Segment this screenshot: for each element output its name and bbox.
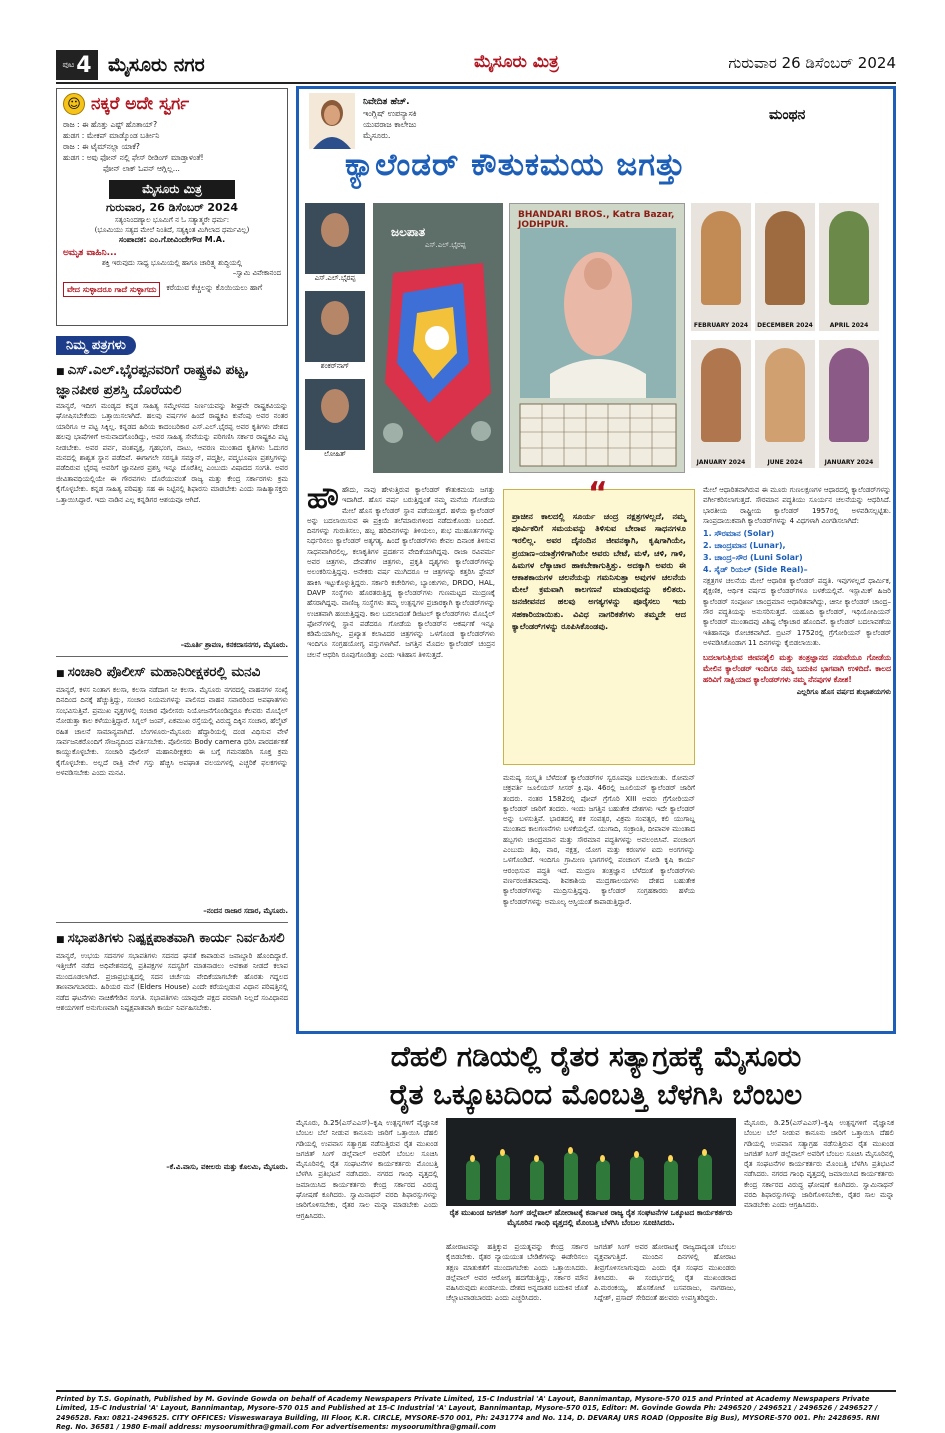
humor-box xyxy=(56,88,288,326)
headline-line-1: ದೆಹಲಿ ಗಡಿಯಲ್ಲಿ ರೈತರ ಸತ್ಯಾಗ್ರಹಕ್ಕೆ ಮೈಸೂರು xyxy=(390,1040,802,1073)
pull-quote xyxy=(503,476,695,765)
author-role: ಇಂಗ್ಲಿಷ್ ಉಪನ್ಯಾಸಕಿ xyxy=(363,109,417,118)
panchanga-translation: (ಭೂಮಿಯು ಸತ್ಯದ ಮೇಲೆ ನಿಂತಿದೆ, ಸತ್ಯಕ್ಕಿಂತ ಮಿಗಿಲಾದ ಧರ್ಮವಿಲ್ಲ) xyxy=(94,226,250,234)
portrait-caption: ಲೋಹಿತ್ xyxy=(305,450,365,459)
letter-body: ಮಾನ್ಯರೆ, ಉಭಯ ಸದನಗಳ ಸಭಾಪತಿಗಳು ಸದನದ ಘನತೆ ಕಾಪಾಡುವ ಜವಾಬ್ದಾರಿ ಹೊಂದಿದ್ದಾರೆ. ಇತ್ತೀಚೆಗೆ ನಡೆದ ಅಧಿವೇಶನದಲ್ಲಿ ಪ್ರತಿಪಕ್ಷಗಳ ಸದಸ್ಯರಿಗೆ ಮಾತನಾಡಲು ಅವಕಾಶ ನೀಡದೆ ಕಲಾಪ ಮುಂದೂಡಲಾಗಿದೆ. ಪ್ರಜಾಪ್ರಭುತ್ವದಲ್ಲಿ ಸದನ ಚರ್ಚೆಯ ವೇದಿಕೆಯಾಗಬೇಕೇ ಹೊರತು ಗದ್ದಲದ ತಾಣವಾಗಬಾರದು. ಹಿರಿಯರ ಮನೆ (Elders House) ಎಂದೇ ಕರೆಯಲ್ಪಡುವ ವಿಧಾನ ಪರಿಷತ್ತಿನಲ್ಲಿ ನಡೆದ ಘಟನೆಗಳು ನಾಚಿಕೆಗೇಡಿನ ಸಂಗತಿ. ಸಭಾಪತಿಗಳು ಯಾವುದೇ ಪಕ್ಷದ ಪರವಾಗಿ ನಿಲ್ಲದೆ ಸಂವಿಧಾನದ ಆಶಯಗಳಿಗೆ ಅನುಗುಣವಾಗಿ ನಿಷ್ಪಕ್ಷಪಾತವಾಗಿ ಕಾರ್ಯ ನಿರ್ವಹಿಸಬೇಕು. xyxy=(56,952,288,1013)
page-number-box xyxy=(56,50,98,80)
laughing-face-icon: ☺ xyxy=(63,93,85,115)
story-paragraph: ಜಗಜಿತ್ ಸಿಂಗ್ ಅವರ ಹೋರಾಟಕ್ಕೆ ರಾಜ್ಯದಾದ್ಯಂತ ಬೆಂಬಲ ವ್ಯಕ್ತವಾಗುತ್ತಿದೆ. ಮುಂದಿನ ದಿನಗಳಲ್ಲಿ ಹೋರಾಟ ತೀವ್ರಗೊಳಿಸಲಾಗುವುದು ಎಂದು ರೈತ ಸಂಘದ ಮುಖಂಡರು ತಿಳಿಸಿದರು. ಈ ಸಂದರ್ಭದಲ್ಲಿ ರೈತ ಮುಖಂಡರಾದ ಪಿ.ಮರಂಕಯ್ಯ, ಹೊಸಕೋಟೆ ಬಸವರಾಜು, ನಾಗರಾಜು, ಸಿದ್ದೇಶ್, ಪ್ರಸಾದ್ ಸೇರಿದಂತೆ ಹಲವರು ಉಪಸ್ಥಿತರಿದ್ದರು. xyxy=(594,1243,736,1303)
letter-3 xyxy=(56,929,288,1172)
humor-header xyxy=(63,93,281,115)
month-label: JANUARY 2024 xyxy=(824,459,874,466)
story-paragraph: ಮೈಸೂರು, ಡಿ.25(ಎಸ್‌ಎಎಸ್)–ಕೃಷಿ ಉತ್ಪನ್ನಗಳಿಗೆ ವೈಜ್ಞಾನಿಕ ಬೆಂಬಲ ಬೆಲೆ ನೀಡುವ ಕಾನೂನು ಜಾರಿಗೆ ಒತ್ತಾಯಿಸಿ ದೆಹಲಿ ಗಡಿಯಲ್ಲಿ ಉಪವಾಸ ಸತ್ಯಾಗ್ರಹ ನಡೆಸುತ್ತಿರುವ ರೈತ ಮುಖಂಡ ಜಗಜಿತ್ ಸಿಂಗ್ ಡಲ್ಲೆವಾಲ್ ಅವರಿಗೆ ಬೆಂಬಲ ಸೂಚಿಸಿ ಮೈಸೂರಿನಲ್ಲಿ ರೈತ ಸಂಘಟನೆಗಳ ಕಾರ್ಯಕರ್ತರು ಮೊಂಬತ್ತಿ ಬೆಳಗಿಸಿ ಪ್ರತಿಭಟನೆ ನಡೆಸಿದರು. ನಗರದ ಗಾಂಧಿ ವೃತ್ತದಲ್ಲಿ ಜಮಾಯಿಸಿದ ಕಾರ್ಯಕರ್ತರು ಕೇಂದ್ರ ಸರ್ಕಾರದ ವಿರುದ್ಧ ಘೋಷಣೆ ಕೂಗಿದರು. ಸ್ವಾಮಿನಾಥನ್ ವರದಿ ಶಿಫಾರಸ್ಸುಗಳನ್ನು ಜಾರಿಗೊಳಿಸಬೇಕು, ರೈತರ ಸಾಲ ಮನ್ನಾ ಮಾಡಬೇಕು ಎಂದು ಆಗ್ರಹಿಸಿದರು. xyxy=(296,1119,438,1220)
story-column-4 xyxy=(744,1118,894,1390)
author-info xyxy=(363,97,417,141)
letter-title: ■ ಸಭಾಪತಿಗಳು ನಿಷ್ಪಕ್ಷಪಾತವಾಗಿ ಕಾರ್ಯ ನಿರ್ವಹಿಸಲಿ xyxy=(56,929,288,949)
newspaper-logo: ಮೈಸೂರು ಮಿತ್ರ xyxy=(474,52,559,72)
drop-cap: ಹೌ xyxy=(307,481,339,516)
left-column xyxy=(56,88,288,1172)
month-page xyxy=(755,340,815,468)
divider xyxy=(56,656,288,657)
highlight-note: ಬದಲಾಗುತ್ತಿರುವ ಜೀವನಶೈಲಿ ಮತ್ತು ತಂತ್ರಜ್ಞಾನದ ನಡುವೆಯೂ ಗೋಡೆಯ ಮೇಲಿನ ಕ್ಯಾಲೆಂಡರ್ ಇಂದಿಗೂ ನಮ್ಮ ಬದುಕಿನ ಭಾಗವಾಗಿ ಉಳಿದಿದೆ. ಕಾಲದ ಹರಿವಿಗೆ ಸಾಕ್ಷಿಯಾದ ಕ್ಯಾಲೆಂಡರ್‌ಗಳು ನಮ್ಮ ನೆನಪುಗಳ ಕೋಶ! xyxy=(703,653,891,685)
calendar-type: 1. ಸೌರಮಾನ (Solar) xyxy=(703,529,775,539)
author-photo xyxy=(309,93,355,149)
imprint-footer: Printed by T.S. Gopinath, Published by M. Govinde Gowda on behalf of Academy Newspapers Private Limited, 15-C Industrial 'A' Layout, Bannimantap, Mysore-570 015 and Printed at Academy Newspapers Private Limited, 15-C Industrial 'A' Layout, Bannimantap, Mysore-570 015 and Published at 15-C Industrial 'A' Layout, Bannimantap, Mysore-570 015, Editor: M. Govinde Gowda Ph: 2496520 / 2496521 / 2496526 / 2496527 / 2496528. Fax: 0821-2496525. CITY OFFICES: Visweswaraya Building, III Floor, K.R. CIRCLE, MYSORE-570 001, Ph: 2431774 and No. 114, D. DEVARAJ URS ROAD (Opposite Big Bus), MYSORE-570 001. Ph: 2428695. RNI Reg. No. 36581 / 1980 E-mail address: mysoorumithra@gmail.com For advertisements: mysoorumithra@gmail.com xyxy=(56,1390,896,1433)
story-column-3 xyxy=(594,1242,736,1390)
letters-tag: ನಿಮ್ಮ ಪತ್ರಗಳು xyxy=(56,336,136,355)
author-college: ಯುವರಾಜ ಕಾಲೇಜು xyxy=(363,120,417,129)
feature-body xyxy=(307,476,892,1033)
month-page xyxy=(819,203,879,331)
news-story xyxy=(296,1118,896,1390)
month-label: DECEMBER 2024 xyxy=(757,322,813,329)
letter-signature: –ಮೂರ್ತಿ ಶ್ರಾವಣ, ಕನಕದಾಸನಗರ, ಮೈಸೂರು. xyxy=(180,641,288,649)
month-pages xyxy=(691,203,887,473)
letter-signature: –ಕೆ.ವಿ.ವಾಸು, ವಕೀಲರು ಮತ್ತು ಕೊಲಮಿ, ಮೈಸೂರು. xyxy=(166,1163,288,1171)
humor-line: ರಾಜ : ಈ ಹೊತ್ತು ಎಷ್ಟ್ ಹೊತಾಯ್? xyxy=(63,120,158,129)
month-label: APRIL 2024 xyxy=(829,322,869,329)
humor-title: ನಕ್ಕರೆ ಅದೇ ಸ್ವರ್ಗ xyxy=(91,94,190,114)
portrait xyxy=(305,379,365,459)
letter-body: ಮಾನ್ಯರೆ, ಕಳಸ ನಿಂತಾಗ ಕಲಸಾ, ಕಲಸಾ ನಡೆದಾಗ ನೀ ಕಲಸಾ. ಮೈಸೂರು ನಗರದಲ್ಲಿ ವಾಹನಗಳ ಸಂಖ್ಯೆ ದಿನದಿಂದ ದಿನಕ್ಕೆ ಹೆಚ್ಚುತ್ತಿದ್ದು, ಸಂಚಾರ ನಿಯಮಗಳನ್ನು ಪಾಲಿಸದ ವಾಹನ ಸವಾರರಿಂದ ಅಪಘಾತಗಳು ಸಂಭವಿಸುತ್ತಿವೆ. ಪ್ರಮುಖ ವೃತ್ತಗಳಲ್ಲಿ ಸಂಚಾರ ಪೊಲೀಸರು ನಿಯೋಜನೆಗೊಂಡಿದ್ದರೂ ಕೆಲವರು ಮೊಬೈಲ್ ನೋಡುತ್ತಾ ಕಾಲ ಕಳೆಯುತ್ತಿದ್ದಾರೆ. ಸಿಗ್ನಲ್ ಜಂಪ್, ಏಕಮುಖ ರಸ್ತೆಯಲ್ಲಿ ವಿರುದ್ಧ ದಿಕ್ಕಿನ ಸಂಚಾರ, ಹೆಲ್ಮೆಟ್ ರಹಿತ ಚಾಲನೆ ಸಾಮಾನ್ಯವಾಗಿದೆ. ಬೆಂಗಳೂರು-ಮೈಸೂರು ಹೆದ್ದಾರಿಯಲ್ಲಿ ದಂಡ ವಿಧಿಸುವ ವೇಳೆ ಸಾರ್ವಜನಿಕರೊಂದಿಗೆ ಸೌಜನ್ಯದಿಂದ ವರ್ತಿಸಬೇಕು. ಪೊಲೀಸರು Body camera ಧರಿಸಿ ಪಾರದರ್ಶಕತೆ ಕಾಯ್ದುಕೊಳ್ಳಬೇಕು. ಸಂಚಾರಿ ಪೊಲೀಸ್ ಮಹಾನಿರೀಕ್ಷಕರು ಈ ಬಗ್ಗೆ ಗಮನಹರಿಸಿ ಸೂಕ್ತ ಕ್ರಮ ಕೈಗೊಳ್ಳಬೇಕು. ಅಲ್ಲದೆ ರಾತ್ರಿ ವೇಳೆ ಗಸ್ತು ಹೆಚ್ಚಿಸಿ ಅಪಘಾತ ವಲಯಗಳಲ್ಲಿ ಎಚ್ಚರಿಕೆ ಫಲಕಗಳನ್ನು ಅಳವಡಿಸಬೇಕು ಎಂದು ಮನವಿ. xyxy=(56,686,288,778)
author-city: ಮೈಸೂರು. xyxy=(363,131,391,140)
calendar-type: 2. ಚಾಂದ್ರಮಾನ (Lunar), xyxy=(703,541,786,551)
feature-column-4 xyxy=(703,485,891,1033)
letter-title: ■ ಎಸ್.ಎಲ್.ಭೈರಪ್ಪನವರಿಗೆ ರಾಷ್ಟ್ರಕವಿ ಪಟ್ಟ, ಜ್ಞಾನಪೀಠ ಪ್ರಶಸ್ತಿ ದೊರೆಯಲಿ xyxy=(56,361,288,399)
story-column-1 xyxy=(296,1118,438,1390)
masthead-date: ಗುರುವಾರ 26 ಡಿಸೆಂಬರ್ 2024 xyxy=(728,54,896,72)
divider xyxy=(56,922,288,923)
feature-column-3 xyxy=(503,773,695,1033)
story-paragraph: ಹೋರಾಟವನ್ನು ಹತ್ತಿಕ್ಕುವ ಪ್ರಯತ್ನವನ್ನು ಕೇಂದ್ರ ಸರ್ಕಾರ ಕೈಬಿಡಬೇಕು. ರೈತರ ನ್ಯಾಯಯುತ ಬೇಡಿಕೆಗಳನ್ನು ಈಡೇರಿಸಲು ತಕ್ಷಣ ಮಾತುಕತೆಗೆ ಮುಂದಾಗಬೇಕು ಎಂದು ಒತ್ತಾಯಿಸಿದರು. ಡಲ್ಲೆವಾಲ್ ಅವರ ಆರೋಗ್ಯ ಹದಗೆಡುತ್ತಿದ್ದು, ಸರ್ಕಾರ ಮೌನ ವಹಿಸಿರುವುದು ಖಂಡನೀಯ. ದೇಶದ ಅನ್ನದಾತರ ಬದುಕಿನ ಜೊತೆ ಚೆಲ್ಲಾಟವಾಡಬಾರದು ಎಂದು ಎಚ್ಚರಿಸಿದರು. xyxy=(446,1243,588,1303)
mini-logo: ಮೈಸೂರು ಮಿತ್ರ xyxy=(109,180,235,199)
feature-title: ಕ್ಯಾಲೆಂಡರ್ ಕೌತುಕಮಯ ಜಗತ್ತು xyxy=(345,147,686,183)
proverb-box xyxy=(63,282,281,297)
letters-header xyxy=(56,336,288,355)
feature-article xyxy=(296,86,896,1034)
feature-paragraph: ಮೇಲೆ ಆಧಾರಿತವಾಗಿರುವ ಈ ಮೂರು ಗುಣಲಕ್ಷಣಗಳ ಆಧಾರದಲ್ಲಿ ಕ್ಯಾಲೆಂಡರ್‌ಗಳನ್ನು ವರ್ಗೀಕರಿಸಲಾಗುತ್ತದೆ. ಸೌರಮಾನ ಪದ್ಧತಿಯು ಸೂರ್ಯನ ಚಲನೆಯನ್ನು ಆಧರಿಸಿದೆ. ಭಾರತೀಯ ರಾಷ್ಟ್ರೀಯ ಕ್ಯಾಲೆಂಡರ್ 1957ರಲ್ಲಿ ಅಳವಡಿಸಲ್ಪಟ್ಟಿತು. ಸಾಂಪ್ರದಾಯಿಕವಾಗಿ ಕ್ಯಾಲೆಂಡರ್‌ಗಳನ್ನು 4 ವಿಧಗಳಾಗಿ ವಿಂಗಡಿಸಲಾಗಿದೆ: xyxy=(703,486,891,525)
month-label: JUNE 2024 xyxy=(767,459,803,466)
portrait xyxy=(305,291,365,371)
feature-paragraph: ಮನುಷ್ಯ ಸಂಸ್ಕೃತಿ ಬೆಳೆದಂತೆ ಕ್ಯಾಲೆಂಡರ್‌ಗಳ ಸ್ವರೂಪವೂ ಬದಲಾಯಿತು. ರೋಮನ್ ಚಕ್ರವರ್ತಿ ಜೂಲಿಯಸ್ ಸೀಸರ್ ಕ್ರಿ.ಪೂ. 46ರಲ್ಲಿ ಜೂಲಿಯನ್ ಕ್ಯಾಲೆಂಡರ್ ಜಾರಿಗೆ ತಂದರು. ನಂತರ 1582ರಲ್ಲಿ ಪೋಪ್ ಗ್ರೆಗೊರಿ XIII ಅವರು ಗ್ರೆಗೋರಿಯನ್ ಕ್ಯಾಲೆಂಡರ್ ಜಾರಿಗೆ ತಂದರು. ಇಂದು ಜಗತ್ತಿನ ಬಹುತೇಕ ದೇಶಗಳು ಇದೇ ಕ್ಯಾಲೆಂಡರ್ ಅನ್ನು ಬಳಸುತ್ತಿವೆ. ಭಾರತದಲ್ಲಿ ಶಕ ಸಂವತ್ಸರ, ವಿಕ್ರಮ ಸಂವತ್ಸರ, ಕಲಿ ಯುಗಾಬ್ದ ಮುಂತಾದ ಕಾಲಗಣನೆಗಳು ಬಳಕೆಯಲ್ಲಿವೆ. ಯುಗಾದಿ, ಸಂಕ್ರಾಂತಿ, ದೀಪಾವಳಿ ಮುಂತಾದ ಹಬ್ಬಗಳು ಚಾಂದ್ರಮಾನ ಮತ್ತು ಸೌರಮಾನ ಪದ್ಧತಿಗಳನ್ನು ಅವಲಂಬಿಸಿವೆ. ಪಂಚಾಂಗ ಎಂಬುದು ತಿಥಿ, ವಾರ, ನಕ್ಷತ್ರ, ಯೋಗ ಮತ್ತು ಕರಣಗಳ ಐದು ಅಂಗಗಳನ್ನು ಒಳಗೊಂಡಿದೆ. ಇಂದಿಗೂ ಗ್ರಾಮೀಣ ಭಾಗಗಳಲ್ಲಿ ಪಂಚಾಂಗ ನೋಡಿ ಕೃಷಿ ಕಾರ್ಯ ಆರಂಭಿಸುವ ಪದ್ಧತಿ ಇದೆ. ಮುದ್ರಣ ತಂತ್ರಜ್ಞಾನ ಬೆಳೆದಂತೆ ಕ್ಯಾಲೆಂಡರ್‌ಗಳು ವರ್ಣರಂಜಿತವಾದವು. ಶಿವಕಾಶಿಯ ಮುದ್ರಣಾಲಯಗಳು ದೇಶದ ಬಹುತೇಕ ಕ್ಯಾಲೆಂಡರ್‌ಗಳನ್ನು ಮುದ್ರಿಸುತ್ತಿದ್ದವು. ಕ್ಯಾಲೆಂಡರ್ ಸಂಗ್ರಹಕಾರರು ಹಳೆಯ ಕ್ಯಾಲೆಂಡರ್‌ಗಳನ್ನು ಅಮೂಲ್ಯ ಆಸ್ತಿಯಂತೆ ಕಾಪಾಡುತ್ತಿದ್ದಾರೆ. xyxy=(503,774,695,906)
issue-date: ಗುರುವಾರ, 26 ಡಿಸೆಂಬರ್ 2024 xyxy=(105,201,239,214)
month-page xyxy=(755,203,815,331)
feature-paragraph: ಹೌದು, ನಾವು ಹೇಳುತ್ತಿರುವ ಕ್ಯಾಲೆಂಡರ್ ಕೌತುಕಮಯ ಜಗತ್ತು ಇದಾಗಿದೆ. ಹೊಸ ವರ್ಷ ಬರುತ್ತಿದ್ದಂತೆ ನಮ್ಮ ಮನೆಯ ಗೋಡೆಯ ಮೇಲೆ ಹೊಸ ಕ್ಯಾಲೆಂಡರ್ ಸ್ಥಾನ ಪಡೆಯುತ್ತದೆ. ಹಳೆಯ ಕ್ಯಾಲೆಂಡರ್ ಅನ್ನು ಬದಲಾಯಿಸುವ ಈ ಪ್ರಕ್ರಿಯೆ ತಲೆಮಾರುಗಳಿಂದ ನಡೆದುಕೊಂಡು ಬಂದಿದೆ. ದಿನಗಳನ್ನು ಗುರುತಿಸಲು, ಹಬ್ಬ ಹರಿದಿನಗಳನ್ನು ತಿಳಿಯಲು, ಶುಭ ಮುಹೂರ್ತಗಳನ್ನು ನಿರ್ಧರಿಸಲು ಕ್ಯಾಲೆಂಡರ್ ಅತ್ಯಗತ್ಯ. ಹಿಂದೆ ಕ್ಯಾಲೆಂಡರ್‌ಗಳು ಕೇವಲ ದಿನಾಂಕ ತಿಳಿಸುವ ಸಾಧನವಾಗಿರಲಿಲ್ಲ, ಕಲಾಕೃತಿಗಳ ಪ್ರದರ್ಶನ ವೇದಿಕೆಯಾಗಿದ್ದವು. ರಾಜಾ ರವಿವರ್ಮ ಅವರ ಚಿತ್ರಗಳು, ದೇವತೆಗಳ ಚಿತ್ರಗಳು, ಪ್ರಕೃತಿ ದೃಶ್ಯಗಳು ಕ್ಯಾಲೆಂಡರ್‌ಗಳನ್ನು ಅಲಂಕರಿಸುತ್ತಿದ್ದವು. ಅನೇಕರು ವರ್ಷ ಮುಗಿದರೂ ಆ ಚಿತ್ರಗಳನ್ನು ಕತ್ತರಿಸಿ ಫ್ರೇಮ್ ಹಾಕಿಸಿ ಇಟ್ಟುಕೊಳ್ಳುತ್ತಿದ್ದರು. ಸರ್ಕಾರಿ ಕಚೇರಿಗಳು, ಬ್ಯಾಂಕುಗಳು, DRDO, HAL, DAVP ಸಂಸ್ಥೆಗಳು ಹೊರತರುತ್ತಿದ್ದ ಕ್ಯಾಲೆಂಡರ್‌ಗಳು ಗುಣಮಟ್ಟದ ಮುದ್ರಣಕ್ಕೆ ಹೆಸರಾಗಿದ್ದವು. ವಾಣಿಜ್ಯ ಸಂಸ್ಥೆಗಳು ತಮ್ಮ ಉತ್ಪನ್ನಗಳ ಪ್ರಚಾರಕ್ಕಾಗಿ ಕ್ಯಾಲೆಂಡರ್‌ಗಳನ್ನು ಉಚಿತವಾಗಿ ಹಂಚುತ್ತಿದ್ದವು. ಕಾಲ ಬದಲಾದಂತೆ ಡಿಜಿಟಲ್ ಕ್ಯಾಲೆಂಡರ್‌ಗಳು ಮೊಬೈಲ್ ಫೋನ್‌ಗಳಲ್ಲಿ ಸ್ಥಾನ ಪಡೆದರೂ ಗೋಡೆಯ ಕ್ಯಾಲೆಂಡರ್‌ನ ಆಕರ್ಷಣೆ ಇನ್ನೂ ಕಡಿಮೆಯಾಗಿಲ್ಲ. ಪ್ರಖ್ಯಾತ ಕಲಾವಿದರ ಚಿತ್ರಗಳನ್ನು ಒಳಗೊಂಡ ಕ್ಯಾಲೆಂಡರ್‌ಗಳು ಇಂದಿಗೂ ಸಂಗ್ರಹಯೋಗ್ಯ ವಸ್ತುಗಳಾಗಿವೆ. ಜಗತ್ತಿನ ಮೊದಲ ಕ್ಯಾಲೆಂಡರ್ ಚಂದ್ರನ ಚಲನೆ ಆಧರಿಸಿ ರೂಪುಗೊಂಡಿತ್ತು ಎಂದು ಇತಿಹಾಸ ತಿಳಿಸುತ್ತದೆ. xyxy=(307,486,495,659)
humor-line: ಹುಡಗ : ಅವು ಫೋನ್ ನಲ್ಲಿ ಫೇಸ್ ರೀಡಿಂಗ್ ಮಾಡ್ತಾಳಂತೆ! xyxy=(63,153,204,162)
page-number: 4 xyxy=(76,52,92,78)
protest-photo xyxy=(446,1118,736,1206)
letter-body: ಮಾನ್ಯರೆ, ಇದೀಗ ಮಂಡ್ಯದ ಕನ್ನಡ ಸಾಹಿತ್ಯ ಸಮ್ಮೇಳನದ ನಿರ್ಣಯವನ್ನು ಶೀಘ್ರವೇ ರಾಷ್ಟ್ರಕವಿಯನ್ನು ಘೋಷಿಸಬೇಕೆಂದು ಒತ್ತಾಯಿಸಲಾಗಿದೆ. ಹಲವು ವರ್ಷಗಳ ಹಿಂದೆ ರಾಷ್ಟ್ರಕವಿ ಕುವೆಂಪು ಅವರ ನಂತರ ಯಾರಿಗೂ ಆ ಪಟ್ಟ ಸಿಕ್ಕಿಲ್ಲ. ಕನ್ನಡದ ಹಿರಿಯ ಕಾದಂಬರಿಕಾರ ಎಸ್.ಎಲ್.ಭೈರಪ್ಪ ಅವರ ಕೃತಿಗಳು ದೇಶದ ಹಲವು ಭಾಷೆಗಳಿಗೆ ಅನುವಾದಗೊಂಡಿದ್ದು, ಅವರ ಸಾಹಿತ್ಯ ಸೇವೆಯನ್ನು ಪರಿಗಣಿಸಿ ಸರ್ಕಾರ ರಾಷ್ಟ್ರಕವಿ ಪಟ್ಟ ನೀಡಬೇಕು. ಅವರ ಪರ್ವ, ವಂಶವೃಕ್ಷ, ಗೃಹಭಂಗ, ದಾಟು, ಆವರಣ ಮುಂತಾದ ಕೃತಿಗಳು ಓದುಗರ ಮನದಲ್ಲಿ ಶಾಶ್ವತ ಸ್ಥಾನ ಪಡೆದಿವೆ. ಈಗಾಗಲೇ ಸರಸ್ವತಿ ಸಮ್ಮಾನ್, ಪದ್ಮಶ್ರೀ, ಪದ್ಮಭೂಷಣ ಪ್ರಶಸ್ತಿಗಳನ್ನು ಪಡೆದಿರುವ ಭೈರಪ್ಪ ಅವರಿಗೆ ಜ್ಞಾನಪೀಠ ಪ್ರಶಸ್ತಿ ಇನ್ನೂ ದೊರೆತಿಲ್ಲ ಎಂಬುದು ವಿಷಾದದ ಸಂಗತಿ. ಅವರ ಜೀವಿತಾವಧಿಯಲ್ಲಿಯೇ ಈ ಗೌರವಗಳು ದೊರೆಯುವಂತೆ ರಾಜ್ಯ ಮತ್ತು ಕೇಂದ್ರ ಸರ್ಕಾರಗಳು ಕ್ರಮ ಕೈಗೊಳ್ಳಬೇಕು. ಕನ್ನಡ ಸಾಹಿತ್ಯ ಪರಿಷತ್ತು ಸಹ ಈ ನಿಟ್ಟಿನಲ್ಲಿ ಶಿಫಾರಸು ಮಾಡಬೇಕು ಎಂದು ಸಾಹಿತ್ಯಾಸಕ್ತರು ಒತ್ತಾಯಿಸಿದ್ದಾರೆ. ಇದು ನಾಡಿನ ಎಲ್ಲ ಕನ್ನಡಿಗರ ಆಶಯವೂ ಆಗಿದೆ. xyxy=(56,402,288,504)
letter-1 xyxy=(56,361,288,650)
vintage-calendar xyxy=(509,203,685,473)
amrutha-author: –ಸ್ವಾಮಿ ವಿವೇಕಾನಂದ xyxy=(232,269,281,277)
month-page xyxy=(819,340,879,468)
letter-title: ■ ಸಂಚಾರಿ ಪೊಲೀಸ್ ಮಹಾನಿರೀಕ್ಷಕರಲ್ಲಿ ಮನವಿ xyxy=(56,663,288,683)
month-page xyxy=(691,203,751,331)
calendar-brand: BHANDARI BROS., Katra Bazar, JODHPUR. xyxy=(518,210,675,230)
month-page xyxy=(691,340,751,468)
portrait-strip xyxy=(305,203,369,473)
book-title: ಜಲಪಾತ xyxy=(391,225,426,239)
headline-line-2: ರೈತ ಒಕ್ಕೂಟದಿಂದ ಮೊಂಬತ್ತಿ ಬೆಳಗಿಸಿ ಬೆಂಬಲ xyxy=(389,1078,803,1111)
feature-column-1 xyxy=(307,481,495,1033)
editor-line: ಸಂಪಾದಕ: ಎಂ.ಗೋವಿಂದೇಗೌಡ M.A. xyxy=(118,235,226,244)
letter-2 xyxy=(56,663,288,916)
calendar-type: 4. ಸೈಡ್ ರಿಯಲ್ (Side Real)– xyxy=(703,565,808,575)
amrutha-quote: ಶಕ್ತಿ ಇರುವುದು ಸಾಧ್ಯ ಭೂಮಿಯಲ್ಲಿ ಹಾಗೂ ಚಾರಿತ್ರ್ಯ ಶುದ್ಧಿಯಲ್ಲಿ xyxy=(101,259,243,267)
book-author: ಎಸ್.ಎಲ್.ಭೈರಪ್ಪ xyxy=(425,241,466,249)
author-name: ನಿವೇದಿತ ಹೆಚ್. xyxy=(363,97,410,107)
humor-line: ರಾಜ : ಈ ಟೈಮ್‍ನಲ್ಲಾ ಯಾಕೆ? xyxy=(63,142,140,151)
month-label: FEBRUARY 2024 xyxy=(693,322,749,329)
panchanga-line: ಸತ್ಯಂನಿಂದಣ್ಯಾಲ ಭೂಮಿಗೆ ನ ಓ ಸತ್ಯಾತ್ಮರೇ ಧರ್ಮ: xyxy=(114,216,230,224)
page-word: ಪುಟ xyxy=(62,60,75,69)
letter-signature: –ನಂದನ ರಾಜಾರ ಸದಾರ, ಮೈಸೂರು. xyxy=(203,907,288,915)
amrutha-title: ಅಮೃತ ವಾಹಿನಿ... xyxy=(63,248,117,258)
humor-dialogue xyxy=(63,119,281,174)
masthead xyxy=(56,48,896,84)
story-column-2 xyxy=(446,1242,588,1390)
calendar-collage xyxy=(303,199,888,479)
column-name: ಮಂಥನ xyxy=(769,107,806,123)
masthead-left xyxy=(56,50,205,80)
pull-quote-text: ಪ್ರಾಚೀನ ಕಾಲದಲ್ಲಿ ಸೂರ್ಯ ಚಂದ್ರ ನಕ್ಷತ್ರಗಳಲ್ಲದೆ, ನಮ್ಮ ಪೂರ್ವಿಕರಿಗೆ ಸಮಯವನ್ನು ತಿಳಿಸುವ ಬೇರಾವ ಸಾಧನಗಳೂ ಇರಲಿಲ್ಲ. ಅವರ ದೈನಂದಿನ ಜೀವನಕ್ಕಾಗಿ, ಕೃಷಿಗಾಗಿಯೇ, ಪ್ರಯಾಣ–ಯಾತ್ರೆಗಳಿಗಾಗಿಯೇ ಅವರು ಬೇಟೆ, ಮಳೆ, ಚಳಿ, ಗಾಳಿ, ಹಿಮಗಳ ಲೆಕ್ಕಾಚಾರ ಹಾಕಬೇಕಾಗುತ್ತಿತ್ತು. ಅದಕ್ಕಾಗಿ ಅವರು ಈ ಆಕಾಶಕಾಯಗಳ ಚಲನೆಯನ್ನು ಗಮನಿಸುತ್ತಾ ಅವುಗಳ ಚಲನೆಯ ಮೇಲೆ ಕ್ರಮವಾಗಿ ಕಾಲಗಣನೆ ಮಾಡುವುದನ್ನು ಕಲಿತರು. ಜನಜೀವನದ ಹಲವು ಅಗತ್ಯಗಳನ್ನು ಪೂರೈಸಲು ಇದು ಸಹಕಾರಿಯಾಯಿತು. ವಿವಿಧ ನಾಗರಿಕತೆಗಳು ತಮ್ಮದೇ ಆದ ಕ್ಯಾಲೆಂಡರ್‌ಗಳನ್ನು ರೂಪಿಸಿಕೊಂಡವು. xyxy=(512,511,686,631)
portrait xyxy=(305,203,365,283)
proverb-text: ಕರೆಯುವ ಕೆಚ್ಚಲನ್ನು ಕೊಯಿಯಲು ಹಾಗೆ xyxy=(166,283,263,292)
section-name: ಮೈಸೂರು ನಗರ xyxy=(108,54,205,76)
photo-caption: ರೈತ ಮುಖಂಡ ಜಗಜಿತ್ ಸಿಂಗ್ ಡಲ್ಲೆವಾಲ್ ಹೋರಾಟಕ್ಕೆ ಕರ್ನಾಟಕ ರಾಜ್ಯ ರೈತ ಸಂಘಟನೆಗಳ ಒಕ್ಕೂಟದ ಕಾರ್ಯಕರ್ತರು ಮೈಸೂರಿನ ಗಾಂಧಿ ವೃತ್ತದಲ್ಲಿ ಮೊಂಬತ್ತಿ ಬೆಳಗಿಸಿ ಬೆಂಬಲ ಸೂಚಿಸಿದರು. xyxy=(449,1208,733,1227)
book-cover xyxy=(373,203,503,473)
portrait-caption: ಎಸ್.ಎಲ್.ಭೈರಪ್ಪ xyxy=(305,274,365,283)
month-label: JANUARY 2024 xyxy=(696,459,746,466)
feature-paragraph: ನಕ್ಷತ್ರಗಳ ಚಲನೆಯ ಮೇಲೆ ಆಧಾರಿತ ಕ್ಯಾಲೆಂಡರ್ ಪದ್ಧತಿ. ಇವುಗಳಲ್ಲದೆ ಧಾರ್ಮಿಕ, ಶೈಕ್ಷಣಿಕ, ಆರ್ಥಿಕ ವರ್ಷದ ಕ್ಯಾಲೆಂಡರ್‌ಗಳೂ ಬಳಕೆಯಲ್ಲಿವೆ. ಇಸ್ಲಾಮಿಕ್ ಹಿಜರಿ ಕ್ಯಾಲೆಂಡರ್ ಸಂಪೂರ್ಣ ಚಾಂದ್ರಮಾನ ಆಧಾರಿತವಾಗಿದ್ದು, ಚೀನೀ ಕ್ಯಾಲೆಂಡರ್ ಚಾಂದ್ರ–ಸೌರ ಪದ್ಧತಿಯನ್ನು ಅನುಸರಿಸುತ್ತದೆ. ಯಹೂದಿ ಕ್ಯಾಲೆಂಡರ್, ಇಥಿಯೋಪಿಯನ್ ಕ್ಯಾಲೆಂಡರ್ ಮುಂತಾದವು ವಿಶಿಷ್ಟ ಲೆಕ್ಕಾಚಾರ ಹೊಂದಿವೆ. ಕ್ಯಾಲೆಂಡರ್ ಬದಲಾವಣೆಯ ಇತಿಹಾಸವೂ ರೋಚಕವಾಗಿದೆ. ಬ್ರಿಟನ್ 1752ರಲ್ಲಿ ಗ್ರೆಗೋರಿಯನ್ ಕ್ಯಾಲೆಂಡರ್ ಅಳವಡಿಸಿಕೊಂಡಾಗ 11 ದಿನಗಳನ್ನು ಕೈಬಿಡಲಾಯಿತು. xyxy=(703,577,891,647)
humor-line: ಫೋನ್ ಲಾಕ್ ಓಪನ್ ಆಗ್ಲಿಲ್ಲ... xyxy=(103,164,180,173)
proverb-label: ವೇದ ಸುಳ್ಳಾದರೂ ಗಾದೆ ಸುಳ್ಳಾಗದು xyxy=(63,282,160,297)
quote-mark-icon: “ xyxy=(588,476,608,511)
calendar-types-list xyxy=(703,528,891,576)
portrait-caption: ಶಂಕರ್‌ನಾಗ್ xyxy=(305,362,365,371)
news-headline xyxy=(296,1038,896,1114)
story-paragraph: ಮೈಸೂರು, ಡಿ.25(ಎಸ್‌ಎಎಸ್)–ಕೃಷಿ ಉತ್ಪನ್ನಗಳಿಗೆ ವೈಜ್ಞಾನಿಕ ಬೆಂಬಲ ಬೆಲೆ ನೀಡುವ ಕಾನೂನು ಜಾರಿಗೆ ಒತ್ತಾಯಿಸಿ ದೆಹಲಿ ಗಡಿಯಲ್ಲಿ ಉಪವಾಸ ಸತ್ಯಾಗ್ರಹ ನಡೆಸುತ್ತಿರುವ ರೈತ ಮುಖಂಡ ಜಗಜಿತ್ ಸಿಂಗ್ ಡಲ್ಲೆವಾಲ್ ಅವರಿಗೆ ಬೆಂಬಲ ಸೂಚಿಸಿ ಮೈಸೂರಿನಲ್ಲಿ ರೈತ ಸಂಘಟನೆಗಳ ಕಾರ್ಯಕರ್ತರು ಮೊಂಬತ್ತಿ ಬೆಳಗಿಸಿ ಪ್ರತಿಭಟನೆ ನಡೆಸಿದರು. ನಗರದ ಗಾಂಧಿ ವೃತ್ತದಲ್ಲಿ ಜಮಾಯಿಸಿದ ಕಾರ್ಯಕರ್ತರು ಕೇಂದ್ರ ಸರ್ಕಾರದ ವಿರುದ್ಧ ಘೋಷಣೆ ಕೂಗಿದರು. ಸ್ವಾಮಿನಾಥನ್ ವರದಿ ಶಿಫಾರಸ್ಸುಗಳನ್ನು ಜಾರಿಗೊಳಿಸಬೇಕು, ರೈತರ ಸಾಲ ಮನ್ನಾ ಮಾಡಬೇಕು ಎಂದು ಆಗ್ರಹಿಸಿದರು. xyxy=(744,1119,894,1210)
calendar-type: 3. ಚಾಂದ್ರ–ಸೌರ (Luni Solar) xyxy=(703,553,803,563)
humor-line: ಹುಡಗ : ಮೇಕಪ್ ಮಾಡ್ಕೊಂಡ ಬರ್ತೀನಿ xyxy=(63,131,160,140)
new-year-wish: ಎಲ್ಲರಿಗೂ ಹೊಸ ವರ್ಷದ ಶುಭಾಶಯಗಳು xyxy=(796,688,891,697)
